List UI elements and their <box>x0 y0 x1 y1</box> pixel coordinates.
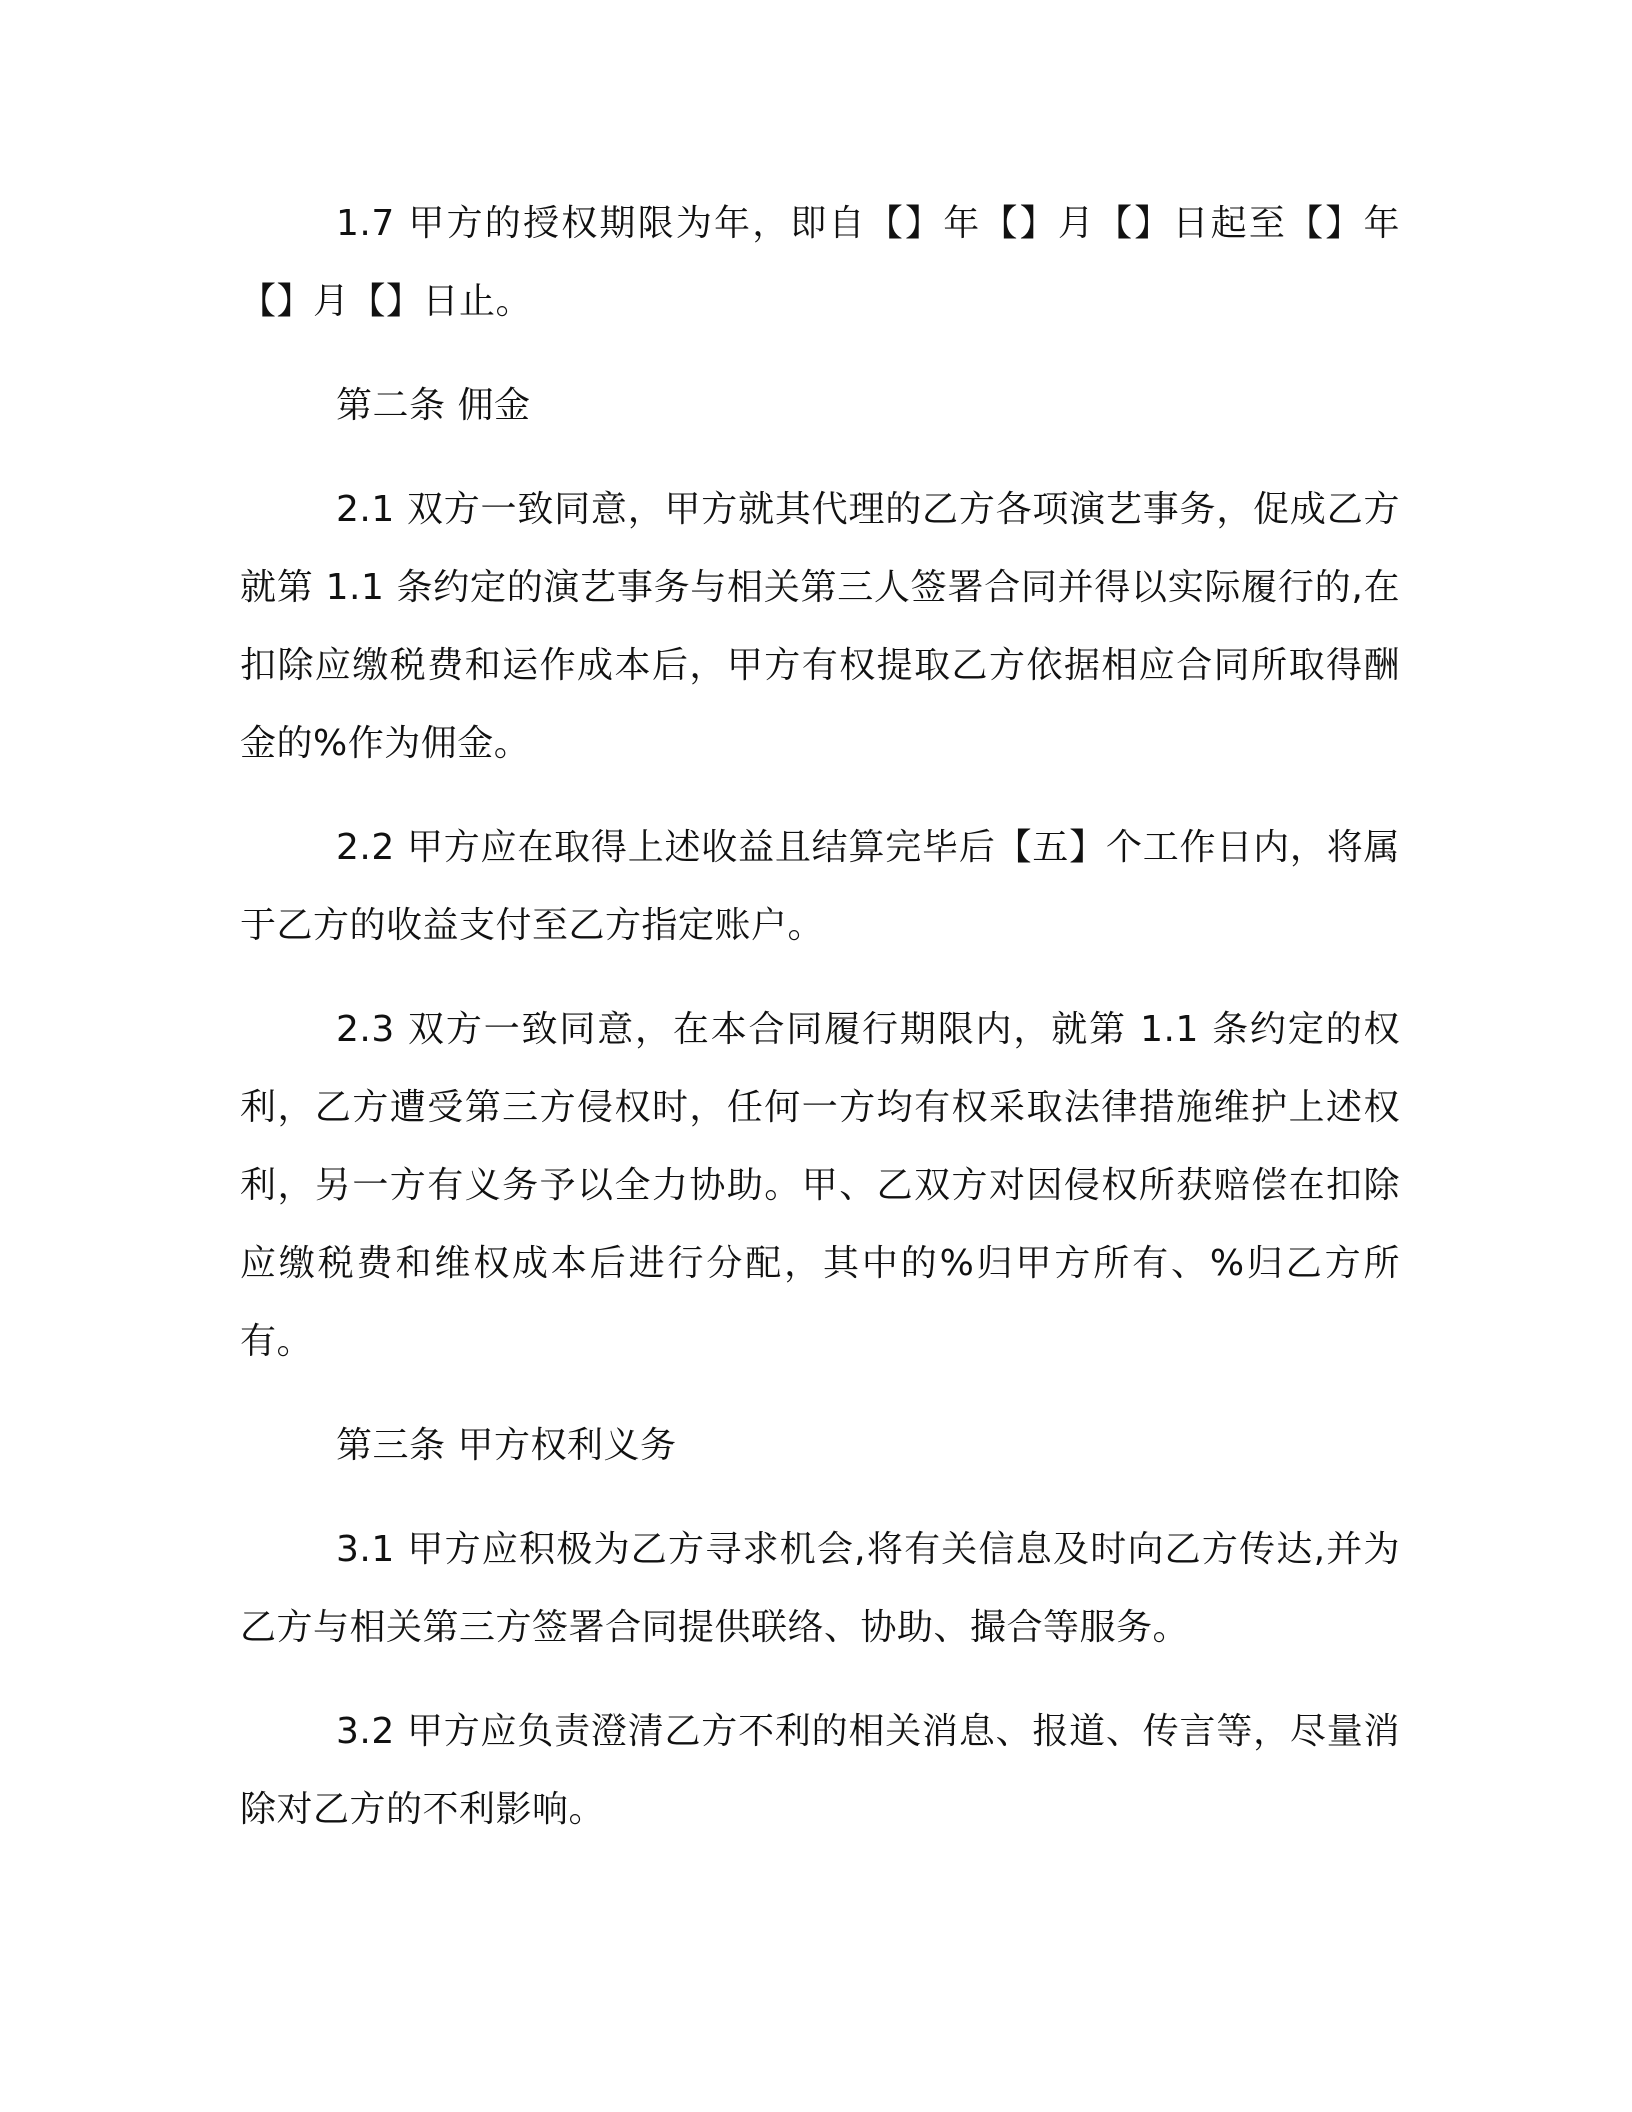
clause-3-1: 3.1 甲方应积极为乙方寻求机会,将有关信息及时向乙方传达,并为乙方与相关第三方签署合同提供联络、协助、撮合等服务。 <box>240 1529 1400 1648</box>
clause-2-3: 2.3 双方一致同意，在本合同履行期限内，就第 1.1 条约定的权利，乙方遭受第三方侵权时，任何一方均有权采取法律措施维护上述权利，另一方有义务予以全力协助。甲、乙双方对因侵权所获赔偿在扣除应缴税费和维权成本后进行分配，其中的%归甲方所有、%归乙方所有。 <box>240 1009 1400 1362</box>
article-2-heading: 第二条 佣金 <box>336 385 531 426</box>
clause-3-2: 3.2 甲方应负责澄清乙方不利的相关消息、报道、传言等，尽量消除对乙方的不利影响。 <box>240 1711 1400 1830</box>
clause-2-2: 2.2 甲方应在取得上述收益且结算完毕后【五】个工作日内，将属于乙方的收益支付至乙方指定账户。 <box>240 827 1400 946</box>
clause-1-7: 1.7 甲方的授权期限为年，即自【】年【】月【】日起至【】年【】月【】日止。 <box>240 203 1400 322</box>
document-body <box>240 185 1400 1875</box>
article-3-heading: 第三条 甲方权利义务 <box>336 1425 677 1466</box>
clause-2-1: 2.1 双方一致同意，甲方就其代理的乙方各项演艺事务，促成乙方就第 1.1 条约定的演艺事务与相关第三人签署合同并得以实际履行的,在扣除应缴税费和运作成本后，甲方有权提取乙方依据相应合同所取得酬金的%作为佣金。 <box>240 489 1400 764</box>
